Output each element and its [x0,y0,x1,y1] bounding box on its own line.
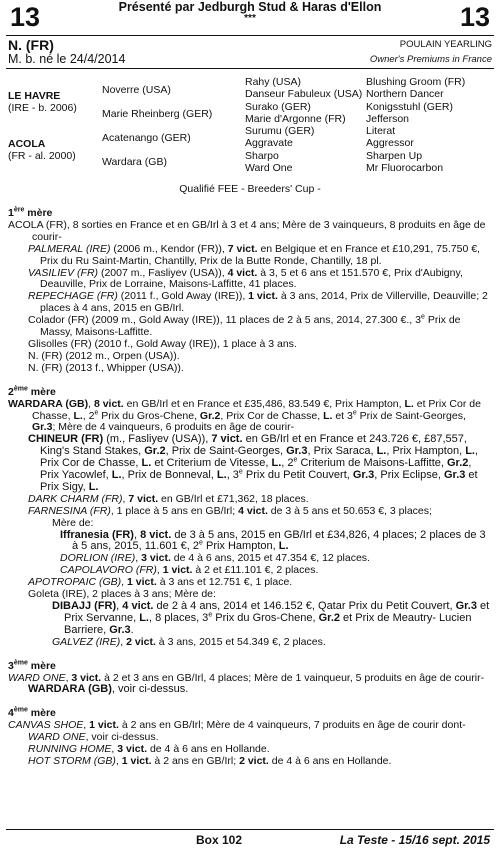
pedigree-gen3-item: Sharpo [245,149,279,162]
gen4-sup: ème [13,706,28,714]
group: Gr.2 [318,611,340,624]
produce-entry [8,601,490,637]
gen1-intro: ACOLA (FR), 8 sorties en France et en GB/Irl à 3 et 4 ans; Mère de 3 vainqueurs, 8 produits en âge de courir- [8,218,486,243]
produce-text: (2011 f., Gold Away (IRE)), [117,290,249,303]
qualification-line: Qualifié FEE - Breeders' Cup - [179,183,321,195]
text: (m., Fasliyev (USA)), [103,433,212,446]
header-rule [6,35,494,36]
pedigree-gen4-item: Literat [366,125,396,138]
group: Gr.2 [447,457,469,470]
dam-name: ACOLA [8,138,46,150]
pedigree-gen4 [366,76,465,174]
produce-wins: 1 vict. [248,290,278,303]
group: Gr.3 [352,469,375,482]
text: de 2 à 4 ans, 2014 et 146.152 €, Qatar Prix du Petit Couvert, [153,600,456,612]
ordinal-sup: e [352,409,357,416]
text: à 3 ans, 2015 et 54.349 €, 2 places. [155,635,326,648]
text: , Prix Eclipse, [374,469,444,482]
ordinal-sup: e [199,539,203,547]
produce-entry [8,244,490,268]
produce-text: à 3 ans, 2014, Prix de Villerville, Deauville; 2 places à 4 ans, 2015 en GB/Irl. [40,290,488,315]
produce-entry [8,684,490,696]
produce-entry: N. (FR) (2013 f., Whipper (USA)). [28,361,184,374]
text: et 3 [332,409,353,422]
text: , 2 [82,409,95,422]
text: , voir ci-dessus. [111,683,189,696]
pedigree-gen3-item: Ward One [245,162,293,175]
sire-name: LE HAVRE [8,90,61,102]
text: et Prix Cor de Chasse, [32,397,481,422]
listed: L. [141,457,152,470]
text: , 3 [226,469,239,482]
gen2-dam: WARDARA (GB), 8 vict. en GB/Irl et en France et £35,486, 83.549 €, Prix Hampton, L. et Prix Cor de Chasse, L., 2e Prix du Gros-Chene, Gr.2, Prix Cor de Chasse, L. et 3e Prix de Saint-Georges, Gr.3; Mère de 4 vainqueurs, 6 produits en âge de courir- [8,397,481,434]
wins: 7 vict. [211,433,243,446]
text: en GB/Irl et en France et £35,486, 83.549 €, Prix Hampton, [123,397,405,410]
text: de 4 à 6 ans en Hollande. [147,743,270,756]
pedigree-gen2-sire: Noverre (USA) [102,84,171,96]
gen2-sup: ème [13,385,28,393]
stars: *** [244,13,256,24]
wins: 1 vict. [89,719,119,732]
produce-name: APOTROPAIC (GB) [28,576,122,589]
text: , 2 [281,457,294,470]
text: et Prix de Meautry- Lucien Barriere, [64,611,472,636]
produce-name: DORLION (IRE) [60,552,136,565]
pedigree-gen3-item: Marie d'Argonne (FR) [245,112,346,125]
gen4-word: mère [30,707,56,720]
wins: 1 vict. [162,564,193,577]
sire-info: (IRE - b. 2006) [8,102,77,114]
presenter-line: Présenté par Jedburgh Stud & Haras d'Ellon [118,0,382,14]
text: , Prix de Bonneval, [121,469,217,482]
produce-entry [8,530,490,554]
produce-entry [8,756,490,768]
text: , [135,552,142,565]
wins: 3 vict. [117,743,148,756]
produce-wins: 4 vict. [227,266,258,279]
text: ; Mère de 4 vainqueurs, 6 produits en âge de courir- [52,421,295,434]
text: de 4 à 6 ans en Hollande. [268,754,392,767]
pedigree-gen3 [245,76,362,174]
horse-info: M. b. né le 24/4/2014 [8,52,126,66]
text: , [115,754,122,767]
ordinal-sup: e [94,409,99,416]
premium-program: Owner's Premiums in France [369,54,492,65]
wins: 4 vict. [122,600,154,612]
ordinal-sup: e [293,456,298,464]
pedigree-gen4-item: Northern Dancer [366,88,444,101]
text: , Prix Cor de Chasse, [40,445,479,470]
dam-info: (FR - al. 2000) [8,150,76,162]
group: Gr.2 [144,445,166,458]
sale-info: La Teste - 15/16 sept. 2015 [339,833,490,847]
text: , [121,576,127,589]
pedigree-gen4-item: Blushing Groom (FR) [366,76,466,88]
produce-text: à 3, 5 et 6 ans et 151.570 €, Prix d'Aubigny, Deauville, Prix de Lorraine, Maisons-Laffitte, 41 places. [40,266,463,291]
text: , [116,600,123,612]
ordinal-sup: e [208,611,213,619]
text: , [120,635,127,648]
pedigree-gen2-sire-of-dam: Acatenango (GER) [102,132,191,144]
text: en GB/Irl et en France et 243.726 €, £87,557, King's Stand Stakes, [40,433,467,458]
gen3-word: mère [30,659,56,672]
produce-entry: Goleta (IRE), 2 places à 3 ans; Mère de: [28,588,216,601]
pedigree-gen3-item: Surako (GER) [245,100,311,113]
text: , [122,492,129,505]
listed: L. [139,611,149,624]
wins: 2 vict. [239,754,269,767]
text: , Prix Cor de Chasse, [220,409,324,422]
text: , [111,743,118,756]
group: Gr.2 [199,409,221,422]
produce-name: WARDARA (GB) [28,683,112,696]
text: Prix Hampton, [202,540,279,553]
produce-name: PALMERAL (IRE) [28,242,111,255]
gen1-word: mère [27,207,53,219]
lot-number-left: 13 [10,2,41,32]
pedigree-gen4-item: Aggressor [366,137,414,150]
produce-name: FARNESINA (FR) [28,504,111,517]
text: à 2 ans en GB/Irl; Mère de 4 vainqueurs, 7 produits en âge de courir dont- [118,719,466,732]
text: . [130,623,134,636]
gen3-sup: ème [13,659,28,667]
listed: L. [216,469,227,482]
listed: L. [271,457,282,470]
text: Prix du Gros-Chene, [98,409,200,422]
produce-name: CAPOLAVORO (FR) [60,564,157,577]
pedigree-gen4-item: Sharpen Up [366,149,423,162]
produce-name: CHINEUR (FR) [28,433,104,446]
text: et Prix Sigy, [40,469,478,493]
family-section [8,208,490,768]
wins: 3 vict. [141,552,171,565]
produce-text: en Belgique et en France et £10,291, 75.750 €, Prix du Ru Saint-Martin, Chantilly, Prix de la Butte Ronde, Chantilly, 18 pl. [40,242,480,267]
text: en GB/Irl et £71,362, 18 places. [158,492,309,505]
text: à 3 ans et 12.751 €, 1 place. [156,576,293,589]
wins: 8 vict. [140,528,172,541]
mere-de-label: Mère de: [52,516,94,529]
text: Prix du Petit Couvert, [242,469,353,482]
text: , Prix Hampton, [386,445,466,458]
pedigree-gen3-item: Surumu (GER) [245,125,315,138]
pedigree-gen2-dam-of-sire: Marie Rheinberg (GER) [102,108,213,120]
wins: 3 vict. [71,671,102,684]
pedigree-gen4-item: Jefferson [366,112,409,125]
produce-name: WARD ONE [28,731,86,744]
gen2-number: 2 [8,385,14,398]
group: Gr.3 [286,445,308,458]
wins: 4 vict. [238,504,268,517]
produce-text: Colador (FR) (2009 m., Gold Away (IRE)), 11 places de 2 à 5 ans, 2014, 27.300 €., 3 [28,314,421,327]
wins: 8 vict. [93,397,124,410]
text: , [156,564,163,577]
produce-name: DIBAJJ (FR) [52,600,117,612]
produce-text: (2007 m., Fasliyev (USA)), [98,266,228,279]
produce-name: HOT STORM (GB) [28,754,116,767]
gen4-number: 4 [8,707,14,720]
produce-name: REPECHAGE (FR) [28,290,118,303]
produce-name: VASILIEV (FR) [28,266,99,279]
horse-name: N. (FR) [8,37,54,53]
lot-number-right: 13 [459,2,490,32]
produce-entry [8,291,490,315]
text: et Criterium de Vitesse, [151,457,272,470]
pedigree-gen3-item: Rahy (USA) [245,76,302,88]
wins: 1 vict. [127,576,157,589]
produce-name: DARK CHARM (FR) [28,492,123,505]
text: , 8 places, 3 [148,611,209,624]
group: Gr.3 [109,623,131,636]
text: , [83,719,90,732]
ordinal-sup: e [238,468,243,476]
text: de 4 à 6 ans, 2015 et 47.354 €, 12 places. [170,552,370,565]
produce-entry [8,268,490,292]
produce-entry [8,434,490,494]
text: et Prix Servanne, [64,600,490,624]
produce-entry [8,637,490,649]
text: à 2 et £11.101 €, 2 places. [192,564,319,577]
wins: 2 vict. [126,635,156,648]
produce-text: (2006 m., Kendor (FR)), [110,242,228,255]
box-number: Box 102 [196,833,243,847]
produce-text: Prix de Massy, Maisons-Laffitte. [40,314,461,339]
produce-entry: Glisolles (FR) (2010 f., Gold Away (IRE)), 1 place à 3 ans. [28,337,297,350]
listed: L. [111,469,122,482]
wins: 7 vict. [128,492,159,505]
group: Gr.3 [443,469,466,482]
text: de 3 à 5 ans et 50.653 €, 3 places; [267,504,432,517]
pedigree-gen4-item: Mr Fluorocarbon [366,162,444,175]
group: Gr.3 [455,600,477,612]
wins: 1 vict. [121,754,152,767]
pedigree-gen3-item: Aggravate [245,137,293,150]
text: à 2 ans en GB/Irl; [151,754,240,767]
pedigree-gen4-item: Konigsstuhl (GER) [366,100,453,113]
text: , [65,671,72,684]
dam-name: WARDARA (GB) [8,397,89,410]
gen3-number: 3 [8,659,14,672]
listed: L. [73,409,83,422]
text: , Prix Yacowlef, [40,457,472,482]
listed: L. [88,480,99,493]
text: Criterium de Maisons-Laffitte, [297,457,447,470]
text: , voir ci-dessus. [85,731,159,744]
text: de 3 à 5 ans, 2015 en GB/Irl et £34,826, 4 places; 2 places de 3 à 5 ans, 2015, 11.601 €, 2 [72,528,486,553]
gen1-sup: ère [13,206,25,214]
horse-category: POULAIN YEARLING [399,39,492,50]
produce-name: GALVEZ (IRE) [52,635,121,648]
produce-name: Iffranesia (FR) [60,528,134,541]
group: Gr.3 [32,421,53,434]
text: , Prix de Saint-Georges, [165,445,287,458]
text: Prix du Gros-Chene, [212,611,319,624]
dam-name: WARD ONE [8,671,66,684]
ordinal-sup: e [421,313,425,321]
text: Prix de Saint-Georges, [356,409,466,422]
listed: L. [376,445,387,458]
text: , 1 place à 5 ans en GB/Irl; [110,504,239,517]
gen1-number: 1 [8,207,14,219]
listed: L. [323,409,333,422]
gen2-word: mère [30,385,56,398]
produce-entry [8,315,490,339]
produce-entry: N. (FR) (2012 m., Orpen (USA)). [28,349,180,362]
dam-name: CANVAS SHOE [8,719,84,732]
text: à 2 et 3 ans en GB/Irl, 4 places; Mère de 1 vainqueur, 5 produits en âge de courir- [101,671,485,684]
produce-entry [8,506,490,518]
text: , [133,528,141,541]
listed: L. [278,540,289,553]
pedigree-rule [6,68,494,69]
listed: L. [404,397,414,410]
text: , Prix Saraca, [307,445,377,458]
listed: L. [465,445,475,458]
produce-name: RUNNING HOME [28,743,112,756]
produce-wins: 7 vict. [227,242,258,255]
pedigree-gen2-dam-of-dam: Wardara (GB) [102,156,167,168]
footer-rule [6,829,494,830]
pedigree-gen3-item: Danseur Fabuleux (USA) [245,88,363,101]
